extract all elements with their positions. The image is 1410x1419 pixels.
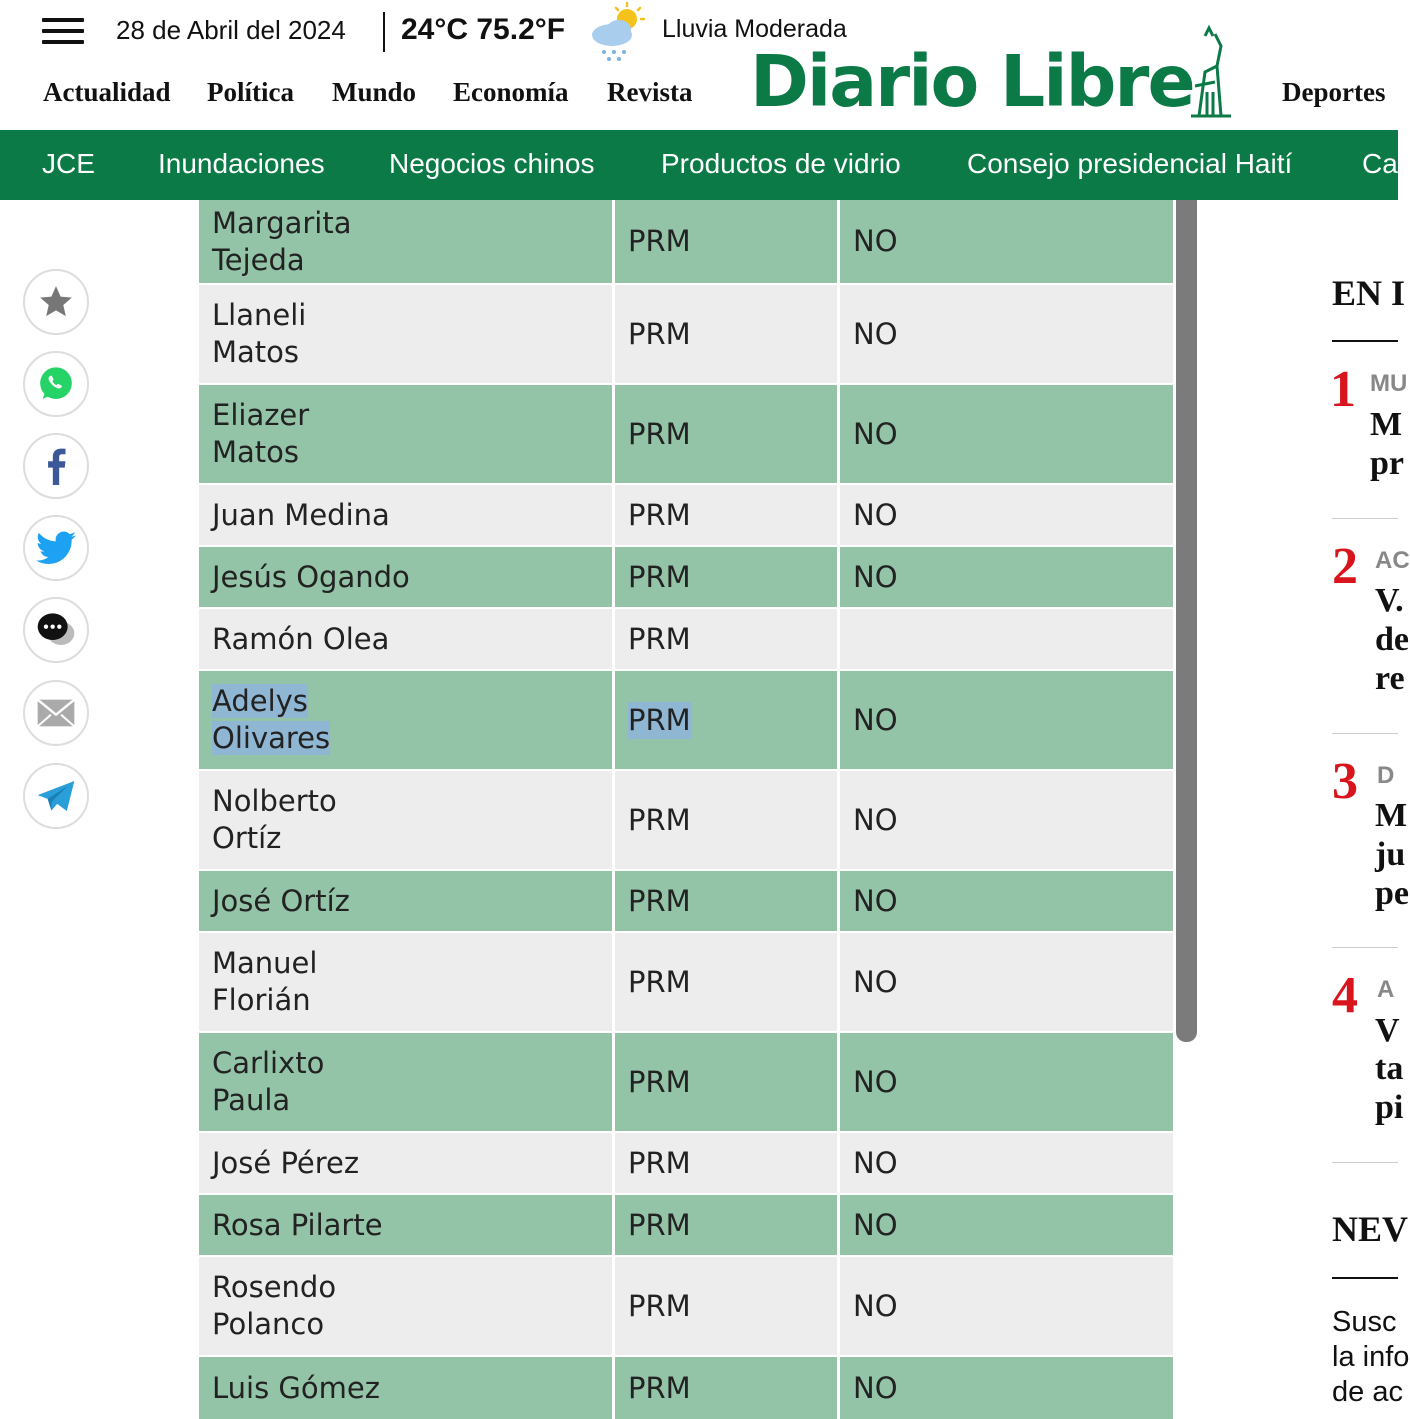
telegram-icon xyxy=(36,778,76,814)
table-row xyxy=(199,1357,1173,1419)
newsletter-text: de ac xyxy=(1332,1376,1403,1408)
table-row xyxy=(199,1257,1173,1355)
table-row xyxy=(199,385,1173,483)
vote-cell: NO xyxy=(840,871,1173,931)
name-cell: Margarita Tejeda xyxy=(199,200,612,283)
vote-cell: NO xyxy=(840,547,1173,607)
rank-number: 3 xyxy=(1332,753,1358,810)
menu-icon[interactable] xyxy=(42,16,84,46)
vote-cell: NO xyxy=(840,1357,1173,1419)
table-row xyxy=(199,485,1173,545)
name-cell: Ramón Olea xyxy=(199,609,612,669)
facebook-icon xyxy=(41,447,71,485)
header-temperature: 24°C 75.2°F xyxy=(401,13,566,46)
table-row xyxy=(199,1133,1173,1193)
topic-negocios-chinos[interactable]: Negocios chinos xyxy=(389,148,595,179)
item-headline: de xyxy=(1375,621,1409,658)
party-cell: PRM xyxy=(615,1357,837,1419)
vote-cell: NO xyxy=(840,200,1173,283)
share-whatsapp-button[interactable] xyxy=(23,351,89,417)
party-cell: PRM xyxy=(615,1195,837,1255)
header-date: 28 de Abril del 2024 xyxy=(116,15,346,45)
name-cell: Eliazer Matos xyxy=(199,385,612,483)
vote-cell: NO xyxy=(840,771,1173,869)
party-cell: PRM xyxy=(615,547,837,607)
party-cell: PRM xyxy=(615,1033,837,1131)
item-headline: pr xyxy=(1370,445,1404,482)
nav-revista[interactable]: Revista xyxy=(607,77,693,107)
share-telegram-button[interactable] xyxy=(23,763,89,829)
name-cell: Rosendo Polanco xyxy=(199,1257,612,1355)
party-cell xyxy=(615,671,837,769)
party-cell: PRM xyxy=(615,871,837,931)
table-row xyxy=(199,547,1173,607)
item-category: MU xyxy=(1370,370,1408,397)
name-cell: Carlixto Paula xyxy=(199,1033,612,1131)
name-cell: José Pérez xyxy=(199,1133,612,1193)
nav-mundo[interactable]: Mundo xyxy=(332,77,417,107)
vote-cell: NO xyxy=(840,1133,1173,1193)
topic-consejo-presidencial-haiti[interactable]: Consejo presidencial Haití xyxy=(967,148,1293,179)
item-divider xyxy=(1332,733,1398,734)
selected-text: PRM xyxy=(628,702,691,737)
nav-economia[interactable]: Economía xyxy=(453,77,569,107)
party-cell: PRM xyxy=(615,1133,837,1193)
whatsapp-icon xyxy=(36,364,76,404)
vote-cell: NO xyxy=(840,385,1173,483)
rank-number: 2 xyxy=(1332,538,1358,595)
table-row xyxy=(199,285,1173,383)
vote-cell: NO xyxy=(840,933,1173,1031)
site-header xyxy=(0,0,1398,130)
item-headline: M xyxy=(1375,797,1408,834)
vote-cell: NO xyxy=(840,485,1173,545)
section-divider xyxy=(1332,1277,1398,1279)
name-cell: José Ortíz xyxy=(199,871,612,931)
header-divider xyxy=(383,12,385,52)
statue-logo-icon xyxy=(1185,26,1237,120)
email-icon xyxy=(36,698,76,728)
trending-section-title: EN I xyxy=(1332,273,1406,313)
nav-politica[interactable]: Política xyxy=(207,77,294,107)
party-cell: PRM xyxy=(615,933,837,1031)
item-category: AC xyxy=(1375,547,1410,574)
party-cell: PRM xyxy=(615,285,837,383)
table-row xyxy=(199,200,1173,283)
party-cell: PRM xyxy=(615,771,837,869)
item-headline: V. xyxy=(1375,582,1404,619)
name-cell: Llaneli Matos xyxy=(199,285,612,383)
topic-truncated[interactable]: Ca xyxy=(1362,148,1398,179)
comments-button[interactable] xyxy=(23,597,89,663)
table-row xyxy=(199,671,1173,769)
share-facebook-button[interactable] xyxy=(23,433,89,499)
name-cell: Nolberto Ortíz xyxy=(199,771,612,869)
item-headline: ta xyxy=(1375,1050,1404,1087)
site-logo[interactable]: Diario Libre xyxy=(750,40,1194,123)
table-row xyxy=(199,771,1173,869)
topic-productos-de-vidrio[interactable]: Productos de vidrio xyxy=(661,148,901,179)
rank-number: 1 xyxy=(1330,361,1356,418)
topic-jce[interactable]: JCE xyxy=(42,148,95,179)
party-cell: PRM xyxy=(615,485,837,545)
item-category: D xyxy=(1377,762,1395,789)
name-cell: Manuel Florián xyxy=(199,933,612,1031)
newsletter-title: NEV xyxy=(1332,1209,1409,1249)
table-row xyxy=(199,609,1173,669)
name-cell: Jesús Ogando xyxy=(199,547,612,607)
nav-actualidad[interactable]: Actualidad xyxy=(43,77,171,107)
table-row xyxy=(199,871,1173,931)
vote-cell: NO xyxy=(840,285,1173,383)
newsletter-text: la info xyxy=(1332,1341,1410,1373)
rain-cloud-icon xyxy=(586,2,648,64)
table-scrollbar[interactable] xyxy=(1176,200,1197,1042)
twitter-icon xyxy=(36,530,76,566)
rank-number: 4 xyxy=(1332,967,1358,1024)
item-headline: pe xyxy=(1375,875,1409,912)
item-category: A xyxy=(1377,976,1395,1003)
selected-text: Olivares xyxy=(212,721,331,755)
bookmark-button[interactable] xyxy=(23,269,89,335)
nav-deportes[interactable]: Deportes xyxy=(1282,77,1386,107)
party-cell: PRM xyxy=(615,200,837,283)
item-divider xyxy=(1332,1162,1398,1163)
vote-cell: NO xyxy=(840,671,1173,769)
votes-table xyxy=(199,200,1173,1414)
share-twitter-button[interactable] xyxy=(23,515,89,581)
item-headline: re xyxy=(1375,660,1405,697)
party-cell: PRM xyxy=(615,1257,837,1355)
selected-text: Adelys xyxy=(212,684,308,718)
vote-cell: NO xyxy=(840,1257,1173,1355)
table-row xyxy=(199,1033,1173,1131)
name-cell: Juan Medina xyxy=(199,485,612,545)
vote-cell xyxy=(840,609,1173,669)
star-icon xyxy=(37,283,75,321)
item-headline: pi xyxy=(1375,1089,1404,1126)
name-cell xyxy=(199,671,612,769)
party-cell: PRM xyxy=(615,609,837,669)
item-divider xyxy=(1332,518,1398,519)
name-cell: Rosa Pilarte xyxy=(199,1195,612,1255)
section-divider xyxy=(1332,340,1398,342)
vote-cell: NO xyxy=(840,1033,1173,1131)
header-weather: Lluvia Moderada xyxy=(662,15,847,43)
topics-bar xyxy=(0,130,1398,200)
item-divider xyxy=(1332,947,1398,948)
comments-icon xyxy=(36,611,76,649)
party-cell: PRM xyxy=(615,385,837,483)
item-headline: M xyxy=(1370,406,1403,443)
name-cell: Luis Gómez xyxy=(199,1357,612,1419)
item-headline: ju xyxy=(1375,836,1406,873)
table-row xyxy=(199,1195,1173,1255)
vote-cell: NO xyxy=(840,1195,1173,1255)
share-email-button[interactable] xyxy=(23,680,89,746)
item-headline: V xyxy=(1375,1012,1400,1049)
table-row xyxy=(199,933,1173,1031)
topic-inundaciones[interactable]: Inundaciones xyxy=(158,148,325,179)
newsletter-text: Susc xyxy=(1332,1306,1397,1338)
